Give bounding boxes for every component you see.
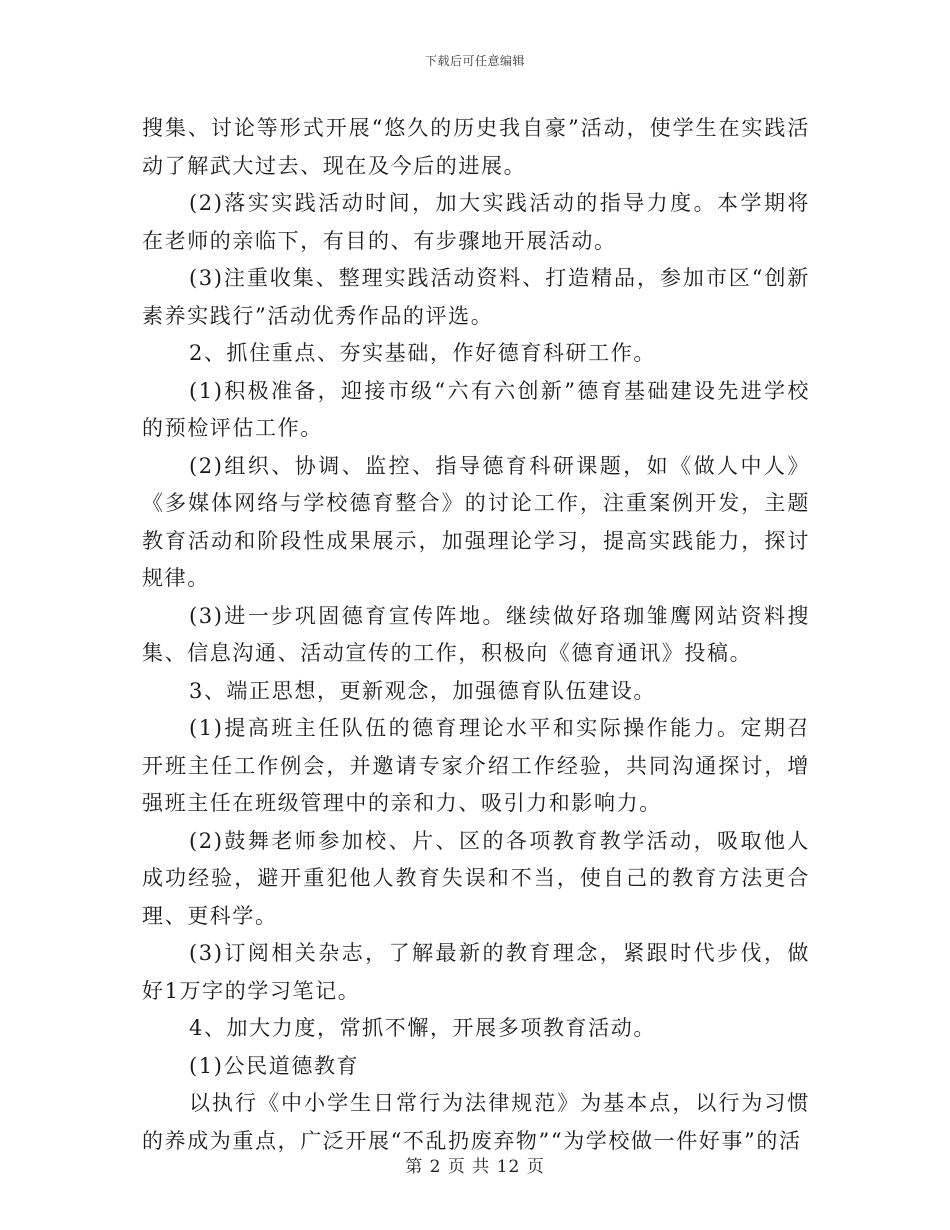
page-number: 第 2 页 共 12 页 [405, 1157, 545, 1177]
paragraph: (2)组织、协调、监控、指导德育科研课题，如《做人中人》《多媒体网络与学校德育整合》的讨论工作，注重案例开发，主题教育活动和阶段性成果展示，加强理论学习，提高实践能力，探讨规律。 [142, 453, 810, 590]
paragraph: (3)注重收集、整理实践活动资料、打造精品，参加市区“创新素养实践行”活动优秀作品的评选。 [142, 266, 810, 328]
section-heading: 4、加大力度，常抓不懈，开展多项教育活动。 [189, 1016, 656, 1040]
paragraph: (1)提高班主任队伍的德育理论水平和实际操作能力。定期召开班主任工作例会，并邀请专家介绍工作经验，共同沟通探讨，增强班主任在班级管理中的亲和力、吸引力和影响力。 [142, 716, 810, 815]
section-heading: 3、端正思想，更新观念，加强德育队伍建设。 [189, 678, 656, 703]
paragraph: (3)订阅相关杂志，了解最新的教育理念，紧跟时代步伐，做好1万字的学习笔记。 [142, 941, 810, 1003]
paragraph: (1)积极准备，迎接市级“六有六创新”德育基础建设先进学校的预检评估工作。 [142, 378, 810, 440]
paragraph: 搜集、讨论等形式开展“悠久的历史我自豪”活动，使学生在实践活动了解武大过去、现在及今后的进展。 [142, 116, 810, 178]
paragraph: (2)落实实践活动时间，加大实践活动的指导力度。本学期将在老师的亲临下，有目的、有步骤地开展活动。 [142, 191, 810, 253]
page-header-note: 下载后可任意编辑 [424, 54, 525, 68]
paragraph: 以执行《中小学生日常行为法律规范》为基本点，以行为习惯的养成为重点，广泛开展“不乱扔废弃物”“为学校做一件好事”的活 [142, 1091, 810, 1153]
subsection-heading: (1)公民道德教育 [189, 1053, 360, 1078]
section-heading: 2、抓住重点、夯实基础，作好德育科研工作。 [189, 341, 656, 365]
paragraph: (2)鼓舞老师参加校、片、区的各项教育教学活动，吸取他人成功经验，避开重犯他人教育失误和不当，使自己的教育方法更合理、更科学。 [142, 828, 810, 928]
document-body [142, 110, 810, 1160]
paragraph: (3)进一步巩固德育宣传阵地。继续做好珞珈雏鹰网站资料搜集、信息沟通、活动宣传的工作，积极向《德育通讯》投稿。 [142, 603, 810, 665]
